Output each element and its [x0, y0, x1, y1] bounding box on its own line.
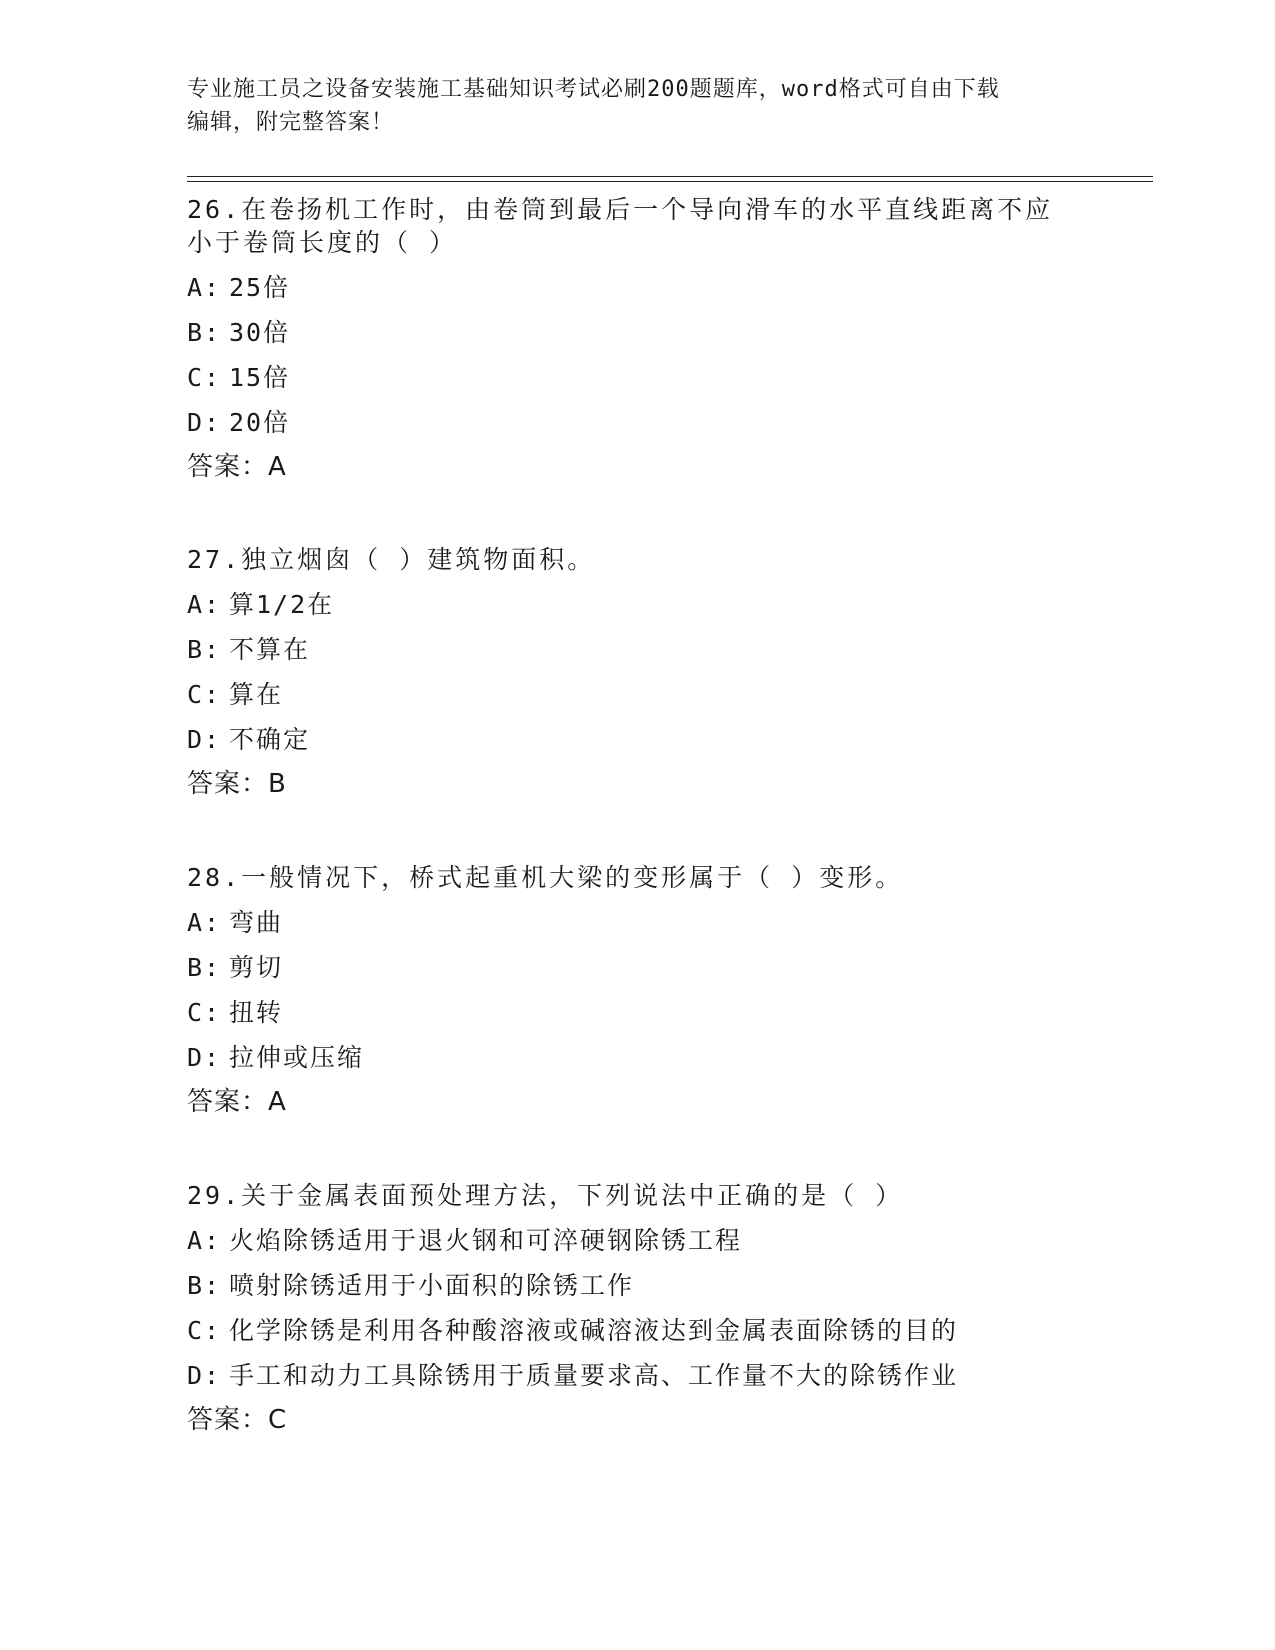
option-key: A: [187, 1226, 222, 1255]
answer-line: 答案：B [187, 769, 287, 799]
option-key: D: [187, 725, 222, 754]
option-text: 30倍 [229, 318, 291, 347]
option-key: A: [187, 908, 222, 937]
option-key: D: [187, 1361, 222, 1390]
option-text: 算在 [229, 680, 284, 709]
question-stem-line: 27.独立烟囱（ ）建筑物面积。 [187, 545, 596, 574]
option-text: 喷射除锈适用于小面积的除锈工作 [229, 1271, 635, 1300]
option-text: 不算在 [229, 635, 311, 664]
question-stem [187, 1179, 1087, 1212]
option-text: 弯曲 [229, 908, 284, 937]
option-key: C: [187, 998, 222, 1027]
header-line-1: 专业施工员之设备安装施工基础知识考试必刷200题题库，word格式可自由下载 [187, 77, 1000, 102]
option-text: 手工和动力工具除锈用于质量要求高、工作量不大的除锈作业 [229, 1361, 959, 1390]
answer-line: 答案：A [187, 452, 287, 482]
header-line-2: 编辑，附完整答案！ [187, 110, 395, 135]
option-text: 扭转 [229, 998, 284, 1027]
option-c [187, 361, 1087, 406]
option-d [187, 1041, 1087, 1086]
option-text: 剪切 [229, 953, 284, 982]
option-text: 15倍 [229, 363, 291, 392]
answer-line: 答案：A [187, 1087, 287, 1117]
option-key: A: [187, 273, 222, 302]
option-b [187, 316, 1087, 361]
option-key: B: [187, 635, 222, 664]
option-text: 25倍 [229, 273, 291, 302]
answer-line: 答案：C [187, 1405, 288, 1435]
option-a [187, 1224, 1087, 1269]
option-d [187, 723, 1087, 768]
question-28 [187, 861, 1087, 1119]
option-key: D: [187, 1043, 222, 1072]
option-key: B: [187, 318, 222, 347]
option-d [187, 406, 1087, 451]
option-text: 20倍 [229, 408, 291, 437]
question-stem [187, 861, 1087, 894]
question-stem-line: 29.关于金属表面预处理方法，下列说法中正确的是（ ） [187, 1181, 904, 1210]
header-divider-top [187, 176, 1153, 177]
option-b [187, 1269, 1087, 1314]
question-26 [187, 193, 1087, 484]
option-key: A: [187, 590, 222, 619]
question-stem [187, 193, 1087, 259]
question-29 [187, 1179, 1087, 1437]
option-a [187, 906, 1087, 951]
option-text: 火焰除锈适用于退火钢和可淬硬钢除锈工程 [229, 1226, 743, 1255]
question-stem-line: 小于卷筒长度的（ ） [187, 228, 458, 257]
option-key: D: [187, 408, 222, 437]
question-stem-line: 28.一般情况下，桥式起重机大梁的变形属于（ ）变形。 [187, 863, 904, 892]
question-stem [187, 543, 1087, 576]
option-text: 化学除锈是利用各种酸溶液或碱溶液达到金属表面除锈的目的 [229, 1316, 959, 1345]
option-key: B: [187, 1271, 222, 1300]
option-key: C: [187, 1316, 222, 1345]
option-c [187, 1314, 1087, 1359]
option-d [187, 1359, 1087, 1404]
option-key: C: [187, 363, 222, 392]
question-stem-line: 26.在卷扬机工作时，由卷筒到最后一个导向滑车的水平直线距离不应 [187, 195, 1054, 224]
option-b [187, 951, 1087, 996]
option-key: B: [187, 953, 222, 982]
option-a [187, 271, 1087, 316]
question-27 [187, 543, 1087, 801]
document-header [187, 73, 1067, 139]
option-text: 拉伸或压缩 [229, 1043, 365, 1072]
option-c [187, 678, 1087, 723]
option-text: 不确定 [229, 725, 311, 754]
option-a [187, 588, 1087, 633]
option-key: C: [187, 680, 222, 709]
option-b [187, 633, 1087, 678]
header-divider-bottom [187, 181, 1153, 182]
option-text: 算1/2在 [229, 590, 335, 619]
option-c [187, 996, 1087, 1041]
